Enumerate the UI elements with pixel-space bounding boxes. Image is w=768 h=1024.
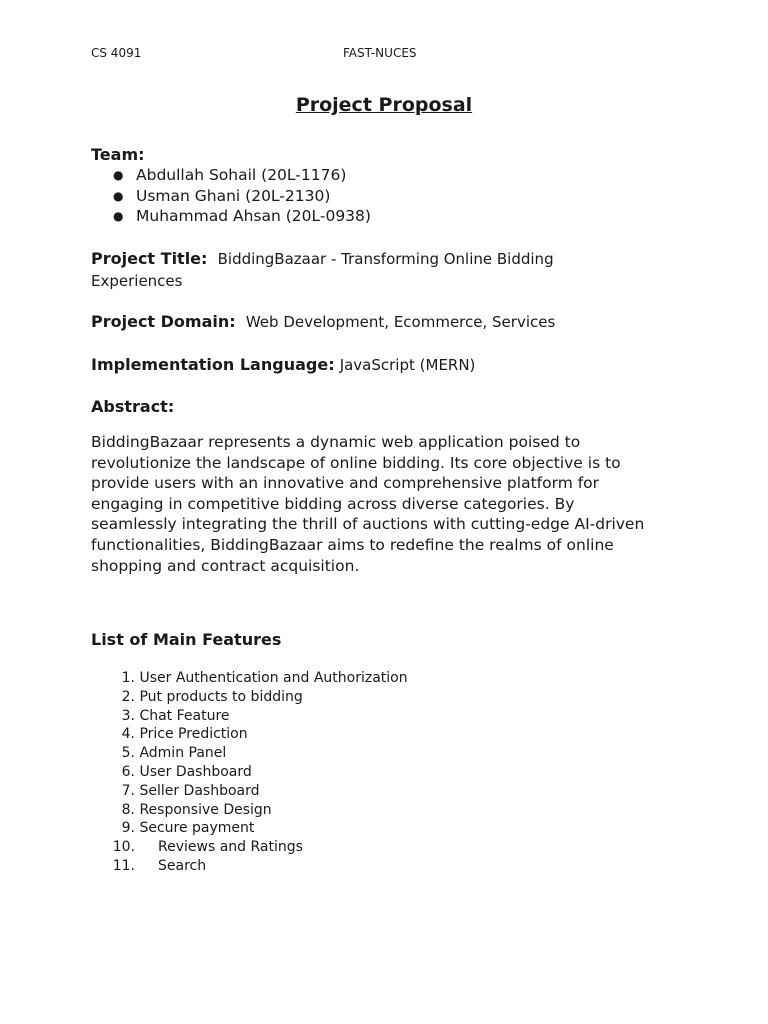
institution-name: FAST-NUCES xyxy=(343,46,417,60)
list-item-number: 5. xyxy=(121,745,135,762)
list-item xyxy=(91,782,408,801)
list-item-text: Search xyxy=(158,857,207,874)
features-heading xyxy=(91,630,631,649)
list-item-text: Put products to bidding xyxy=(139,688,303,705)
list-item-number: 11. xyxy=(112,857,135,874)
list-item-text: Chat Feature xyxy=(139,707,230,724)
team-list xyxy=(91,165,371,227)
project-domain-value: Web Development, Ecommerce, Services xyxy=(245,313,556,331)
list-item-text: Admin Panel xyxy=(139,745,227,762)
list-item-number: 6. xyxy=(121,763,135,780)
course-code: CS 4091 xyxy=(91,46,142,60)
list-item-text: Responsive Design xyxy=(139,801,272,818)
project-domain-label: Project Domain: xyxy=(91,312,236,331)
team-member: ● Muhammad Ahsan (20L-0938) xyxy=(91,206,371,227)
implementation-language-value: JavaScript (MERN) xyxy=(339,356,476,374)
list-item xyxy=(91,857,408,876)
abstract-label: Abstract: xyxy=(91,397,175,416)
list-item-number: 8. xyxy=(121,801,135,818)
team-label: Team: xyxy=(91,145,145,164)
list-item-number: 3. xyxy=(121,707,135,724)
list-item xyxy=(91,725,408,744)
project-domain-section xyxy=(91,312,631,331)
list-item-number: 4. xyxy=(121,726,135,743)
list-item-text: Reviews and Ratings xyxy=(158,839,303,856)
list-item xyxy=(91,707,408,726)
list-item-text: Price Prediction xyxy=(139,726,248,743)
page-title: Project Proposal xyxy=(295,94,473,116)
list-item-number: 9. xyxy=(121,820,135,837)
list-item-number: 10. xyxy=(112,839,135,856)
list-item xyxy=(91,669,408,688)
implementation-language-label: Implementation Language: xyxy=(91,355,335,374)
list-item xyxy=(91,838,408,857)
list-item-text: User Dashboard xyxy=(139,763,252,780)
project-title-value: BiddingBazaar - Transforming Online Bidding Experiences xyxy=(91,250,554,290)
list-item xyxy=(91,688,408,707)
list-item-number: 1. xyxy=(121,670,135,686)
team-member: ● Usman Ghani (20L-2130) xyxy=(91,186,371,207)
team-section xyxy=(91,145,631,164)
list-item xyxy=(91,763,408,782)
implementation-language-section xyxy=(91,355,631,374)
abstract-heading xyxy=(91,397,631,416)
list-item xyxy=(91,744,408,763)
project-title-label: Project Title: xyxy=(91,249,208,268)
features-label: List of Main Features xyxy=(91,630,282,649)
project-title-section xyxy=(91,248,631,292)
list-item-text: User Authentication and Authorization xyxy=(139,670,408,686)
features-list xyxy=(91,669,408,876)
team-member: ● Abdullah Sohail (20L-1176) xyxy=(91,165,371,186)
list-item-number: 2. xyxy=(121,688,135,705)
abstract-text: BiddingBazaar represents a dynamic web application poised to revolutionize the landscape of online bidding. Its core objective is to provide users with an innovative and comprehensive platform for engaging in competitive bidding across diverse categories. By seamlessly integrating the thrill of auctions with cutting-edge AI-driven functionalities, BiddingBazaar aims to redefine the realms of online shopping and contract acquisition. xyxy=(91,433,645,575)
list-item-text: Seller Dashboard xyxy=(139,782,260,799)
list-item-text: Secure payment xyxy=(139,820,255,837)
list-item xyxy=(91,801,408,820)
list-item xyxy=(91,819,408,838)
list-item-number: 7. xyxy=(121,782,135,799)
